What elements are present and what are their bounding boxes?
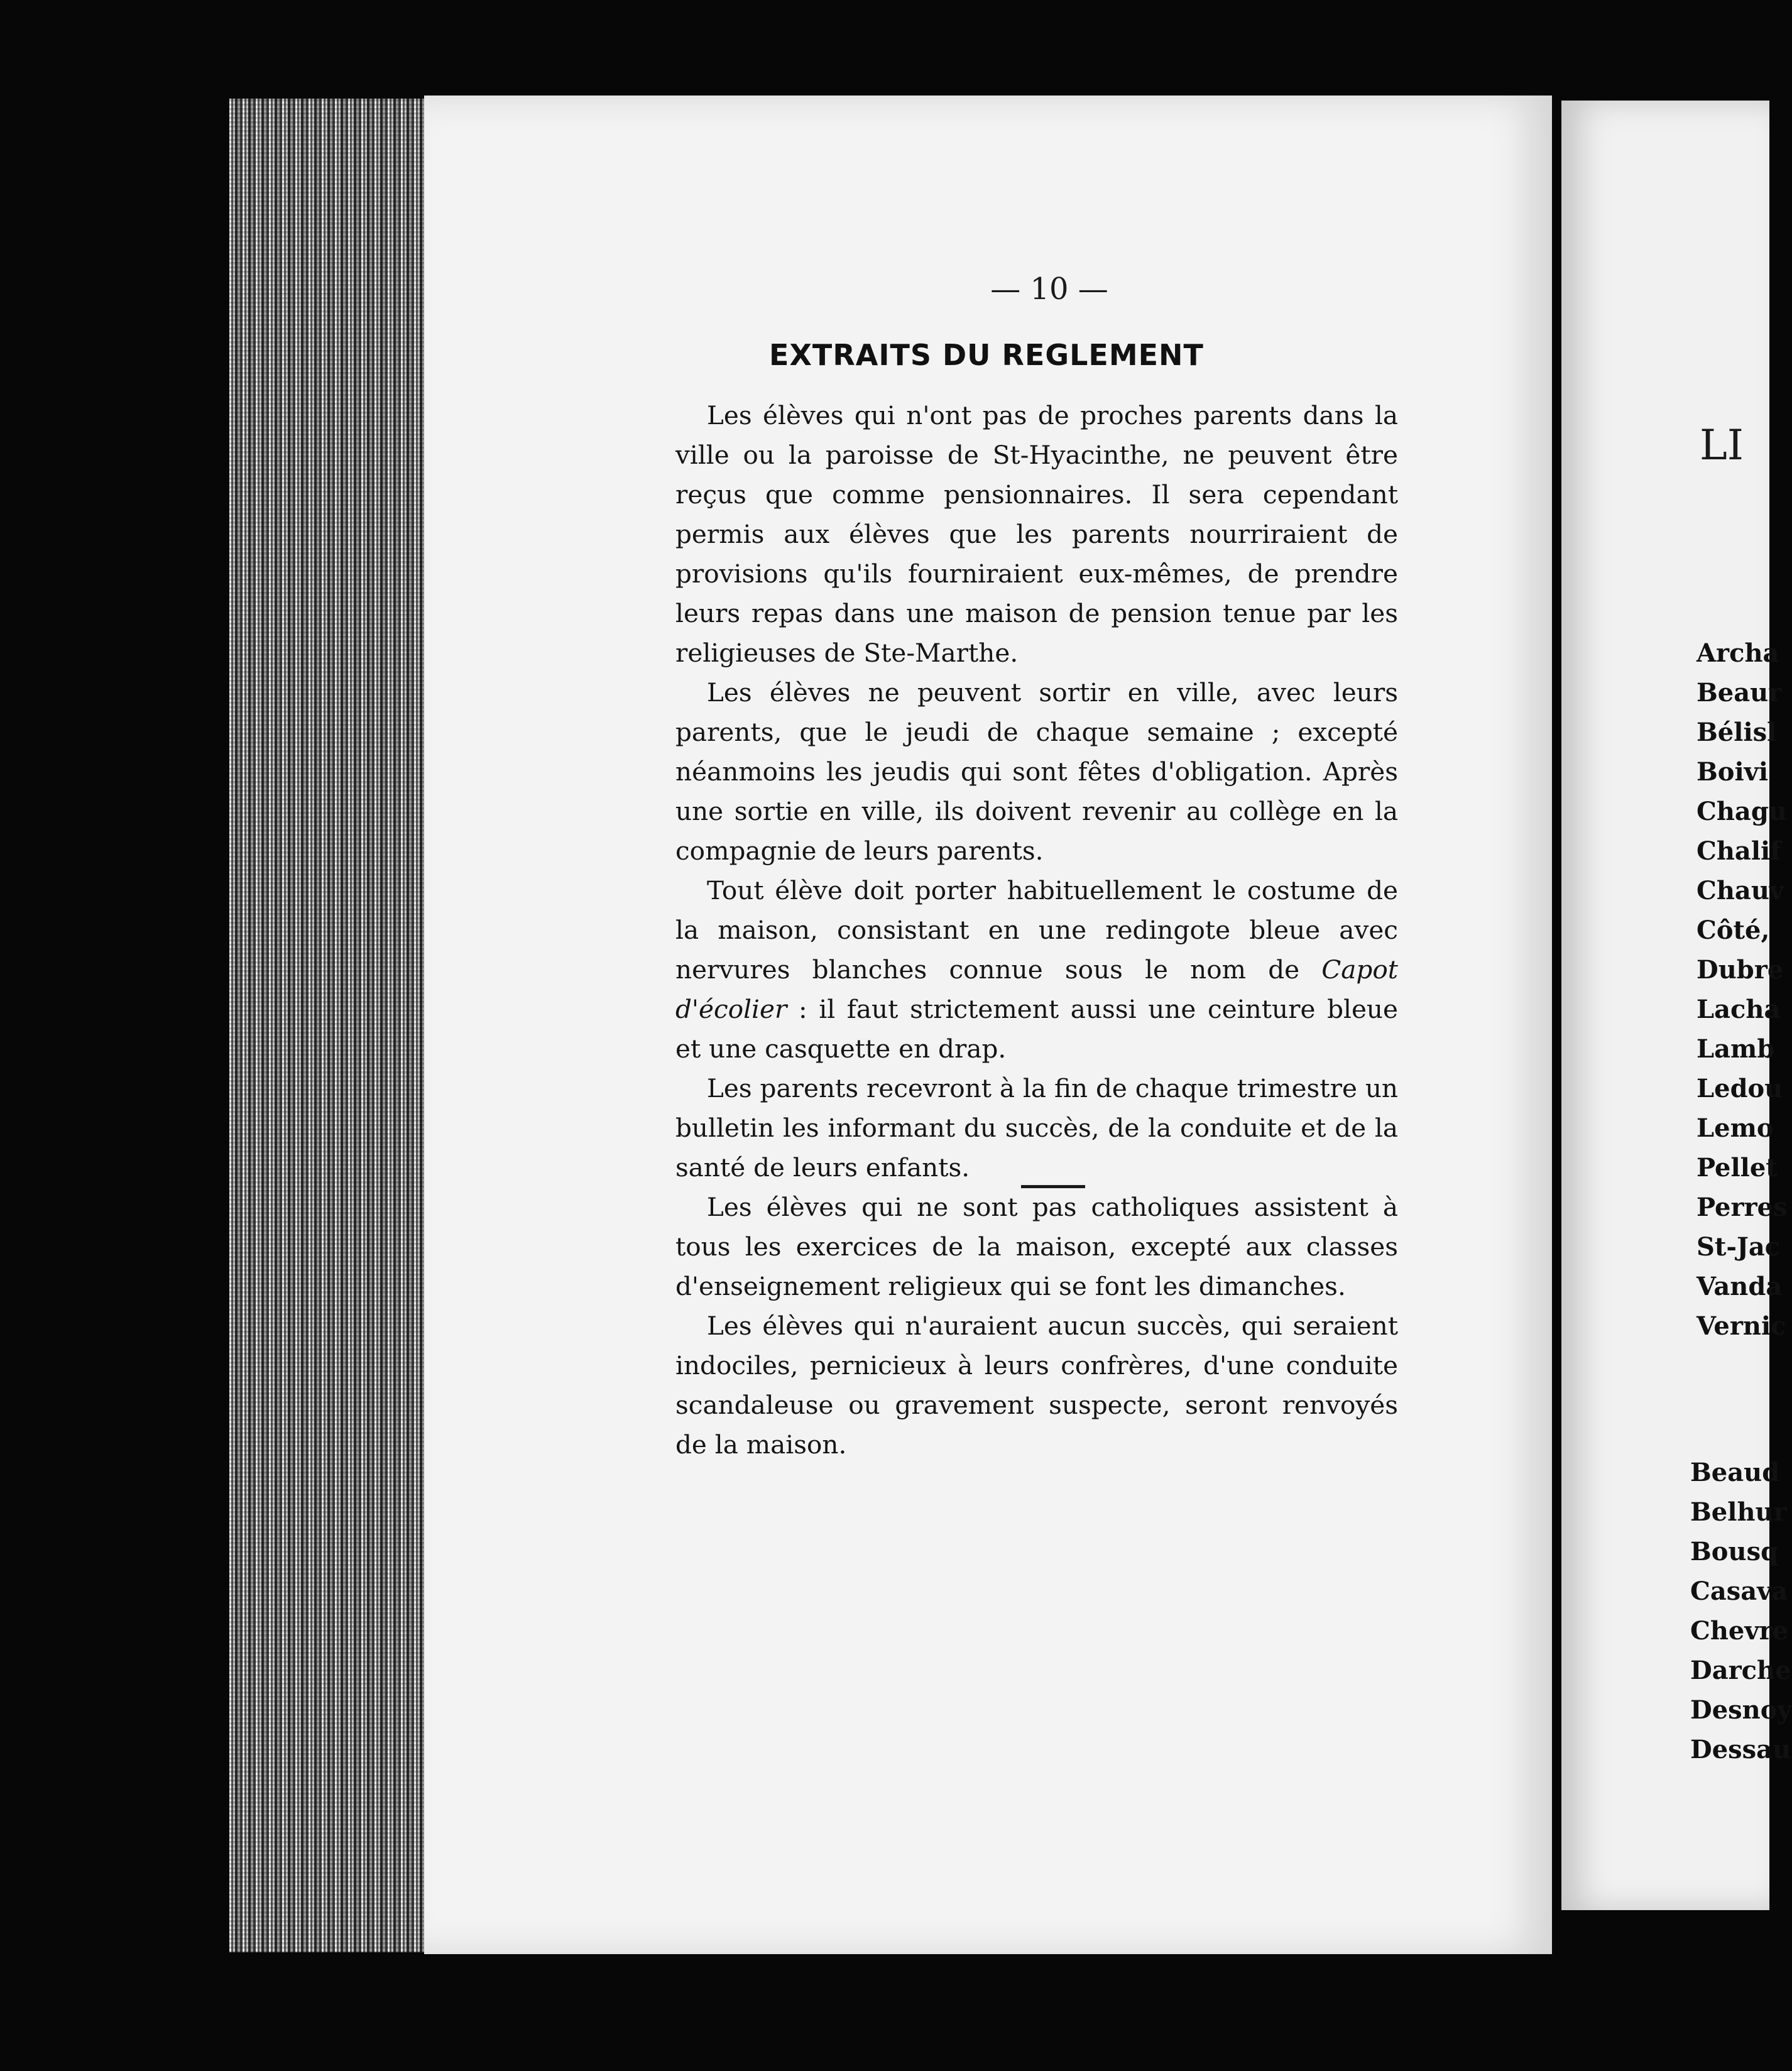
list-item: Perres bbox=[1696, 1193, 1788, 1222]
paragraph-4: Les parents recevront à la fin de chaque trimestre un bulletin les informant du succès, de la conduite et de la santé de leurs enfants. bbox=[675, 1073, 1398, 1183]
list-item: Pellet bbox=[1696, 1153, 1778, 1183]
list-item: Chagu bbox=[1696, 797, 1787, 826]
paragraph-5: Les élèves qui ne sont pas catholiques assistent à tous les exercices de la maison, excepté aux classes d'enseignement religieux qui se font les dimanches. bbox=[675, 1192, 1398, 1301]
paragraph-6: Les élèves qui n'auraient aucun succès, qui seraient indociles, pernicieux à leurs confrères, d'une conduite scandaleuse ou gravement suspecte, seront renvoyés de la maison. bbox=[675, 1311, 1398, 1460]
list-item: Beaur bbox=[1696, 678, 1782, 708]
list-item: Chalif bbox=[1696, 836, 1781, 866]
closing-rule bbox=[1021, 1185, 1085, 1188]
page-number: — 10 — bbox=[990, 271, 1108, 307]
list-item: St-Jac bbox=[1696, 1232, 1781, 1262]
list-item: Lemo bbox=[1696, 1113, 1774, 1143]
list-item: Boivi bbox=[1696, 757, 1769, 787]
paragraph-3-start: Tout élève doit porter habituellement le costume de la maison, consistant en une redingote bleue avec nervures blanches connue sous le nom de bbox=[675, 875, 1398, 985]
list-item: Beaud bbox=[1690, 1458, 1780, 1487]
list-item: Darche bbox=[1690, 1656, 1791, 1685]
paragraph-3-italic: Capot d'écolier bbox=[675, 954, 1398, 1024]
facing-names-list-2 bbox=[1690, 1453, 1792, 1769]
paragraph-1: Les élèves qui n'ont pas de proches parents dans la ville ou la paroisse de St-Hyacinthe, ne peuvent être reçus que comme pensionnaires. Il sera cependant permis aux élèves que les parents nourriraient de provisions qu'ils fourniraient eux-mêmes, de prendre leurs repas dans une maison de pension tenue par les religieuses de Ste-Marthe. bbox=[675, 400, 1398, 668]
list-item: Belhur bbox=[1690, 1497, 1787, 1527]
list-item: Bélisl bbox=[1696, 718, 1777, 747]
list-item: Côté, bbox=[1696, 915, 1770, 945]
list-item: Bousq bbox=[1690, 1537, 1779, 1566]
list-item: Casava bbox=[1690, 1576, 1788, 1606]
list-item: Lamb bbox=[1696, 1034, 1775, 1064]
page-title: EXTRAITS DU REGLEMENT bbox=[769, 338, 1204, 372]
paragraph-3 bbox=[675, 871, 1398, 1069]
list-item: Dessau bbox=[1690, 1735, 1791, 1764]
facing-names-list-1 bbox=[1696, 633, 1788, 1346]
list-item: Chevre bbox=[1690, 1616, 1789, 1646]
regulation-text bbox=[675, 396, 1398, 1465]
list-item: Desnoy bbox=[1690, 1695, 1792, 1725]
list-item: Vanda bbox=[1696, 1272, 1783, 1301]
list-item: Dubre bbox=[1696, 955, 1784, 985]
paragraph-3-end: : il faut strictement aussi une ceinture bleue et une casquette en drap. bbox=[675, 994, 1398, 1064]
list-item: Lacha bbox=[1696, 995, 1781, 1024]
list-item: Chauv bbox=[1696, 876, 1784, 905]
facing-page-heading: LI bbox=[1700, 421, 1744, 469]
book-page-edges bbox=[229, 99, 427, 1952]
list-item: Ledou bbox=[1696, 1074, 1783, 1103]
list-item: Archa bbox=[1696, 638, 1779, 668]
paragraph-2: Les élèves ne peuvent sortir en ville, avec leurs parents, que le jeudi de chaque semaine ; excepté néanmoins les jeudis qui sont fêtes d'obligation. Après une sortie en ville, ils doivent revenir au collège en la compagnie de leurs parents. bbox=[675, 677, 1398, 866]
list-item: Vernic bbox=[1696, 1311, 1786, 1341]
